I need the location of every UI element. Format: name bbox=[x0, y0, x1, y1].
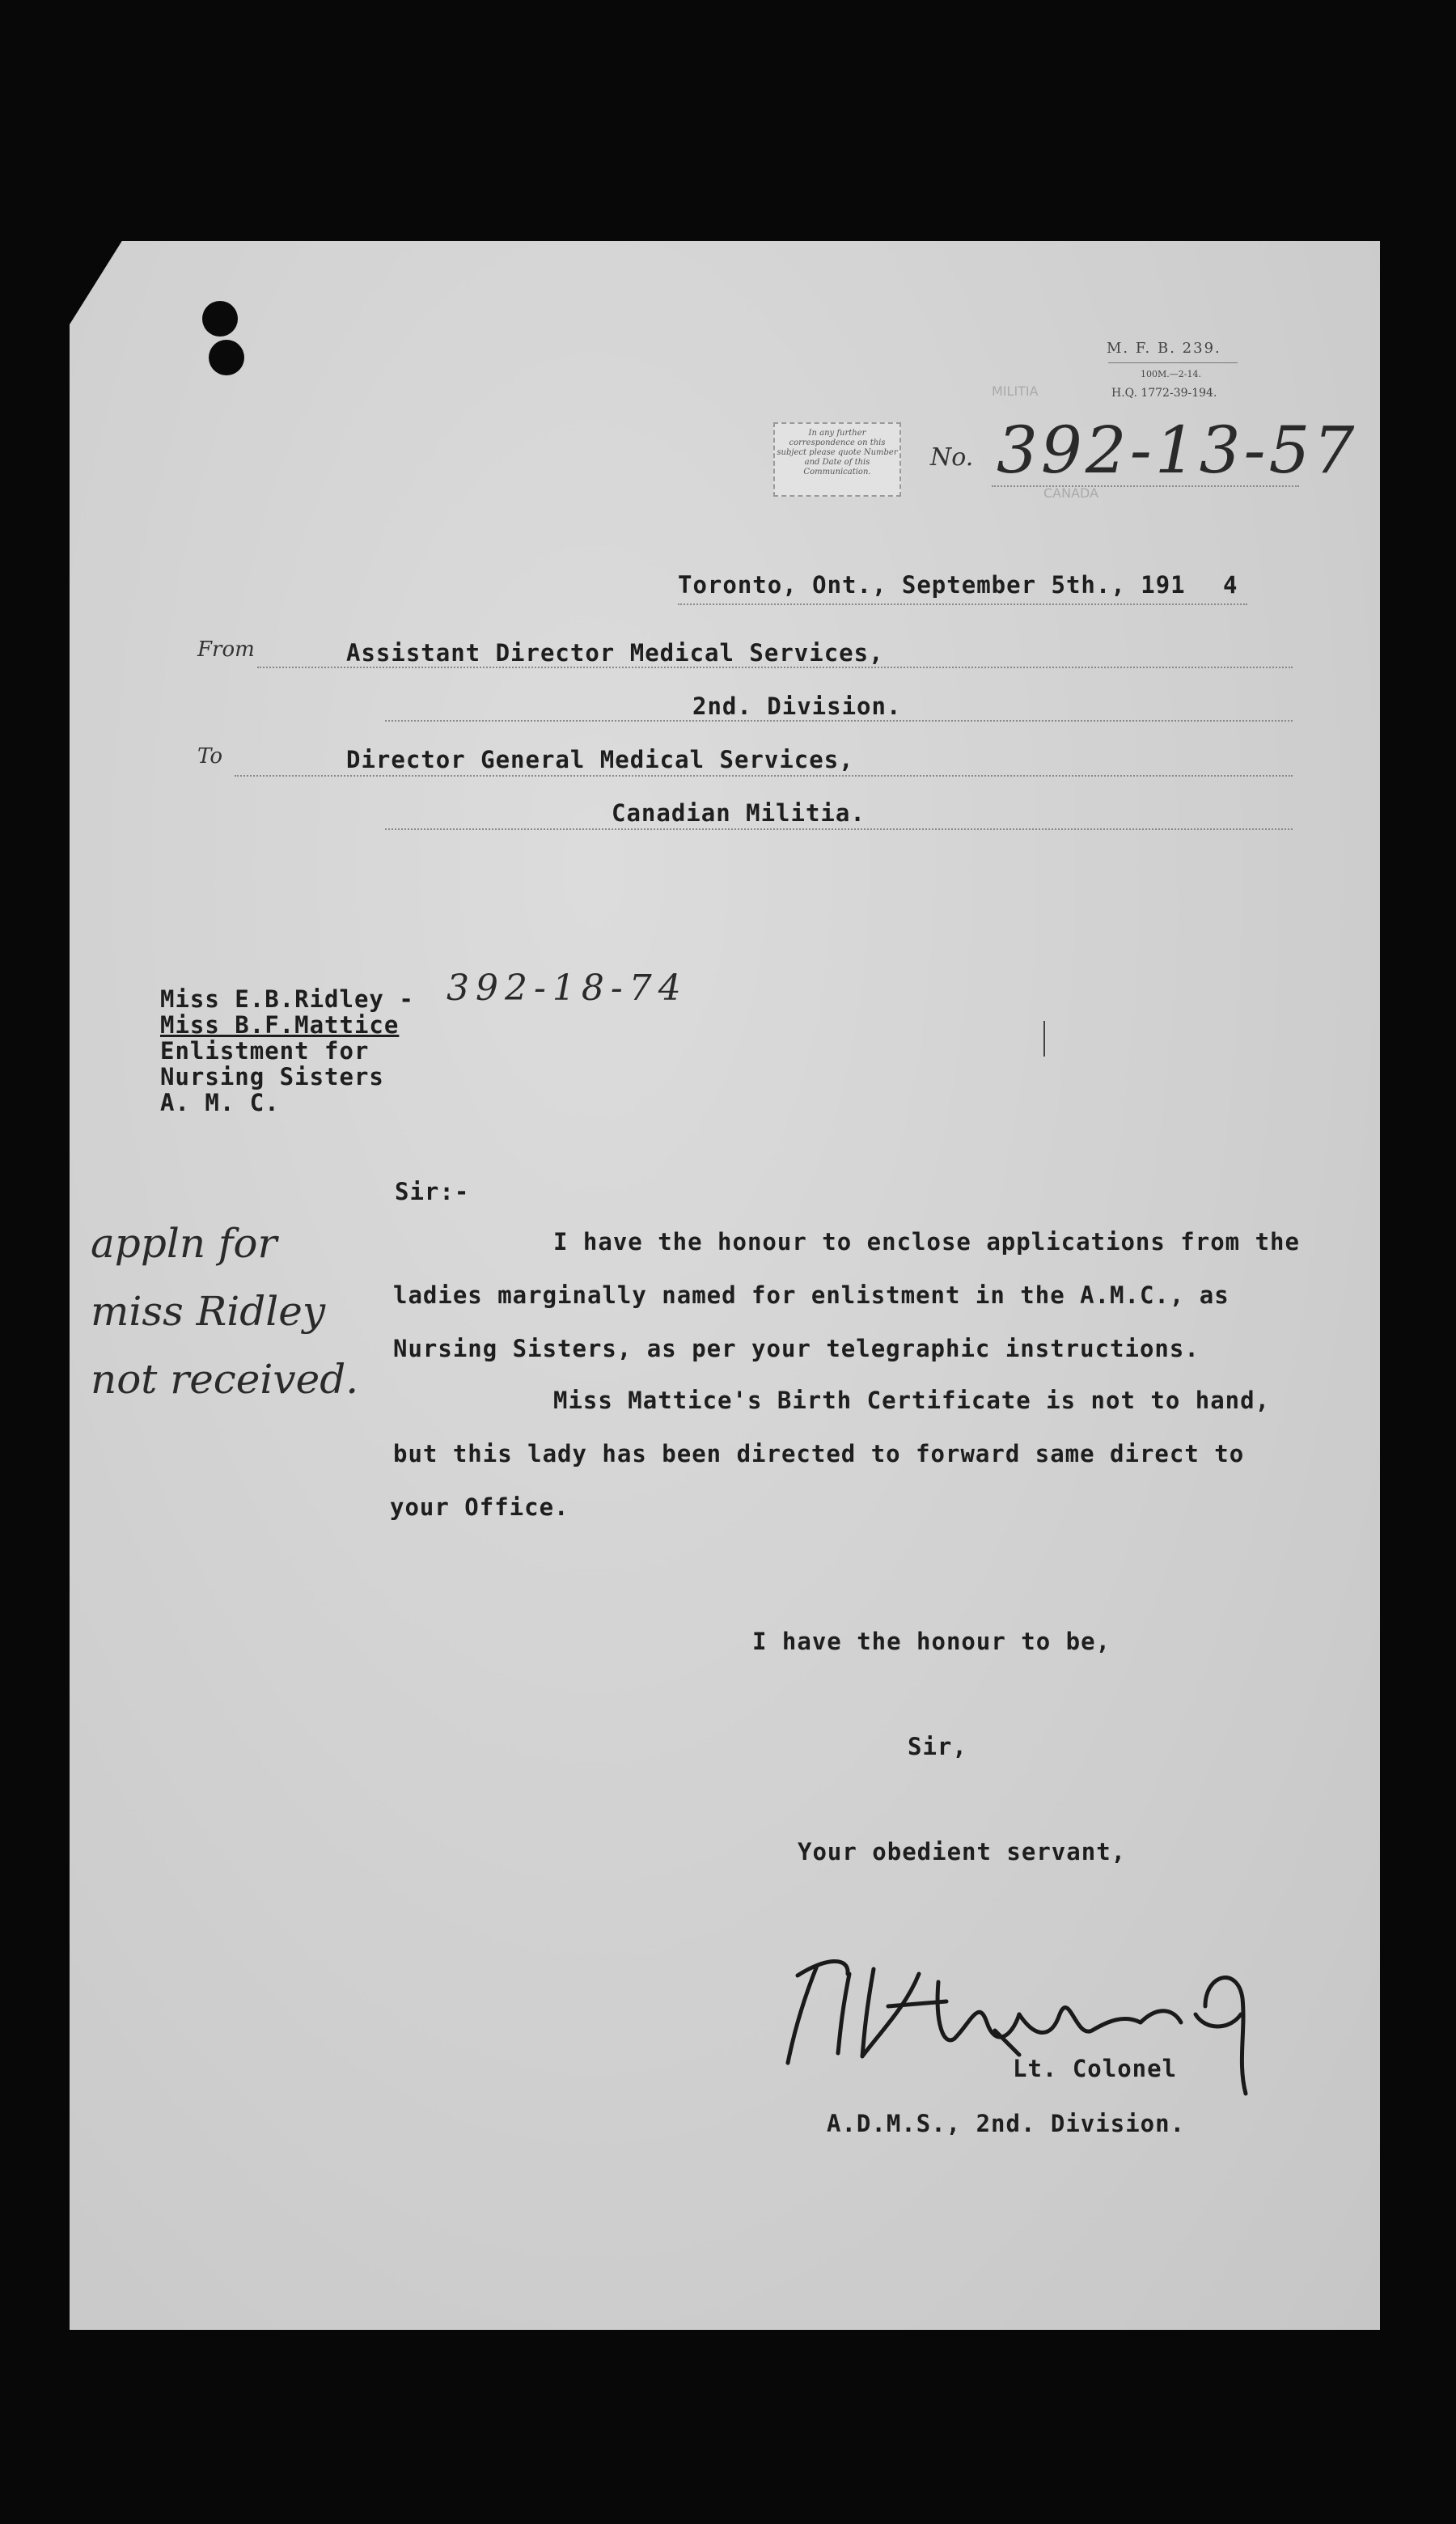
date-line bbox=[678, 603, 1247, 605]
signature bbox=[752, 1917, 1286, 2111]
salutation: Sir:- bbox=[395, 1178, 470, 1205]
hq-code: H.Q. 1772-39-194. bbox=[1111, 387, 1217, 400]
faint-stamp-militia: MILITIA bbox=[992, 383, 1039, 399]
margin-note-line-1: appln for bbox=[91, 1220, 277, 1267]
body-p2-line-2: but this lady has been directed to forward same direct to bbox=[393, 1440, 1245, 1467]
body-p1-line-3: Nursing Sisters, as per your telegraphic instructions. bbox=[393, 1335, 1200, 1362]
header-rule bbox=[1108, 362, 1238, 363]
signer-rank: Lt. Colonel bbox=[1013, 2055, 1178, 2082]
subject-line-3: Enlistment for bbox=[160, 1037, 370, 1065]
to-line-1: Director General Medical Services, bbox=[346, 746, 854, 773]
form-number: M. F. B. 239. bbox=[1107, 340, 1221, 357]
from-line bbox=[257, 667, 1293, 668]
from-line-1: Assistant Director Medical Services, bbox=[346, 639, 884, 667]
to-line bbox=[235, 775, 1293, 777]
faint-stamp-canada: CANADA bbox=[1043, 485, 1099, 501]
to-line-2: Canadian Militia. bbox=[612, 799, 866, 827]
margin-note-line-2: miss Ridley bbox=[91, 1288, 326, 1335]
subject-line-4: Nursing Sisters bbox=[160, 1063, 384, 1090]
subject-line-1: Miss E.B.Ridley - bbox=[160, 985, 414, 1013]
file-number-line bbox=[992, 485, 1299, 487]
number-label: No. bbox=[930, 443, 974, 472]
to-line-2-rule bbox=[385, 828, 1293, 830]
file-number-handwritten: 392-13-57 bbox=[997, 413, 1358, 488]
subject-line-5: A. M. C. bbox=[160, 1089, 280, 1116]
margin-note-line-3: not received. bbox=[91, 1356, 359, 1403]
body-p1-line-1: I have the honour to enclose applications from the bbox=[553, 1228, 1300, 1256]
closing-servant: Your obedient servant, bbox=[798, 1838, 1127, 1865]
body-p2-line-3: your Office. bbox=[390, 1493, 569, 1521]
place-date: Toronto, Ont., September 5th., 191 bbox=[678, 571, 1186, 599]
body-p2-line-1: Miss Mattice's Birth Certificate is not to hand, bbox=[553, 1387, 1271, 1414]
print-code: 100M.—2-14. bbox=[1141, 369, 1201, 379]
closing-line-1: I have the honour to be, bbox=[752, 1628, 1111, 1655]
from-line-2: 2nd. Division. bbox=[692, 692, 902, 720]
from-label: From bbox=[197, 637, 255, 662]
punch-hole-top bbox=[202, 301, 238, 337]
reference-instruction-box: In any further correspondence on this subject please quote Number and Date of this Communication. bbox=[773, 422, 901, 497]
stray-mark bbox=[1043, 1021, 1045, 1057]
signer-title: A.D.M.S., 2nd. Division. bbox=[827, 2110, 1186, 2137]
to-label: To bbox=[197, 744, 222, 769]
punch-hole-bottom bbox=[209, 340, 244, 375]
subject-line-2: Miss B.F.Mattice bbox=[160, 1011, 400, 1039]
body-p1-line-2: ladies marginally named for enlistment in the A.M.C., as bbox=[393, 1281, 1230, 1309]
closing-sir: Sir, bbox=[908, 1733, 967, 1760]
subject-handwritten-number: 392-18-74 bbox=[447, 968, 688, 1009]
year-digit: 4 bbox=[1223, 571, 1238, 599]
from-line-2-rule bbox=[385, 720, 1293, 722]
